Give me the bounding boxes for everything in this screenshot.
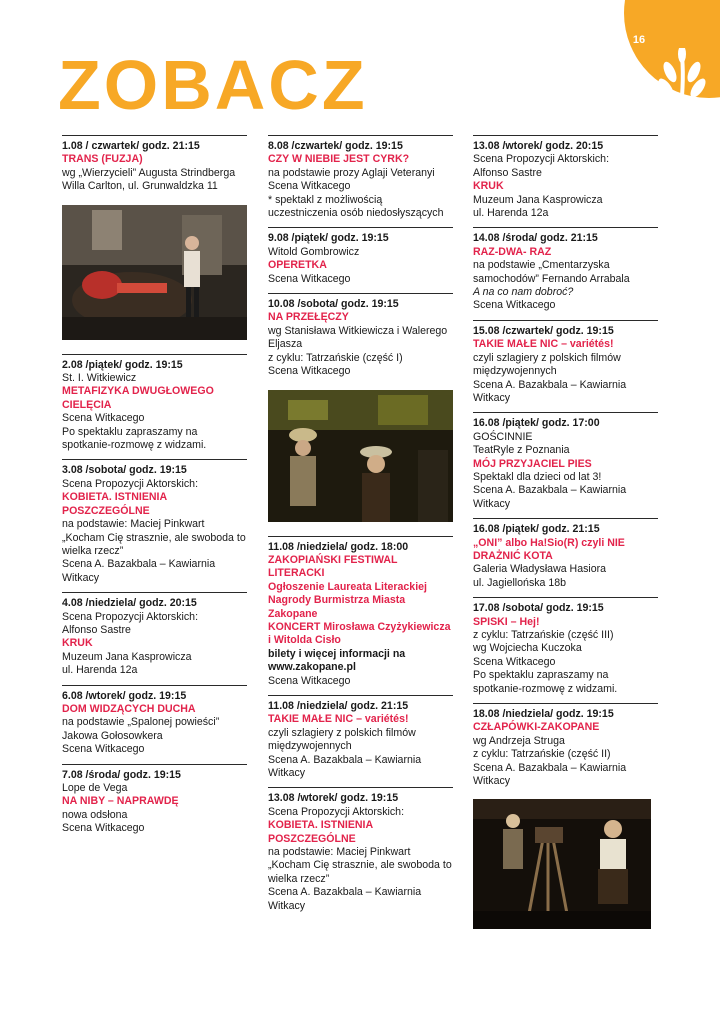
event-date: 18.08 /niedziela/ godz. 19:15 — [473, 708, 614, 721]
event-title: MÓJ PRZYJACIEL PIES — [473, 457, 592, 470]
event-stage: Scena Propozycji Aktorskich: — [62, 477, 199, 490]
event-date: 16.08 /piątek/ godz. 21:15 — [473, 523, 600, 536]
event-title: NA NIBY – NAPRAWDĘ — [62, 795, 179, 808]
event-venue: Scena A. Bazakbala – Kawiarnia Witkacy — [268, 886, 422, 912]
event-venue: Scena Witkacego — [62, 822, 145, 835]
event-title: RAZ-DWA- RAZ — [473, 245, 552, 258]
event-entry — [62, 135, 247, 201]
event-venue: Willa Carlton, ul. Grunwaldzka 11 — [62, 180, 218, 193]
event-venue: Scena A. Bazakbala – Kawiarnia Witkacy — [473, 378, 627, 404]
event-detail: wg „Wierzycieli” Augusta Strindberga — [62, 166, 236, 179]
event-entry — [268, 227, 453, 293]
event-address: ul. Jagiellońska 18b — [473, 576, 567, 589]
event-author: wg Andrzeja Struga — [473, 734, 565, 747]
event-title: CZY W NIEBIE JEST CYRK? — [268, 153, 410, 166]
event-date: 8.08 /czwartek/ godz. 19:15 — [268, 140, 403, 152]
event-entry — [62, 685, 247, 764]
event-entry — [473, 227, 658, 319]
event-date: 13.08 /wtorek/ godz. 20:15 — [473, 140, 604, 152]
event-detail: na podstawie: Maciej Pinkwart „Kocham Cię strasznie, ale swoboda to wielka rzecz” — [268, 846, 452, 885]
event-author: St. I. Witkiewicz — [62, 372, 137, 385]
event-title: „ONI” albo Ha!Sio(R) czyli NIE DRAŻNIĆ KOTA — [473, 536, 625, 562]
event-subtitle: A na co nam dobroć? — [473, 286, 574, 299]
event-entry — [268, 787, 453, 920]
event-address: ul. Harenda 12a — [473, 207, 549, 220]
event-venue: Scena Witkacego — [473, 299, 556, 312]
event-title: NA PRZEŁĘCZY — [268, 311, 349, 324]
event-entry — [473, 320, 658, 412]
event-detail: na podstawie: Maciej Pinkwart „Kocham Cię strasznie, ale swoboda to wielka rzecz” — [62, 518, 246, 557]
event-title: KOBIETA. ISTNIENIA POSZCZEGÓLNE — [62, 491, 167, 517]
event-entry — [268, 293, 453, 385]
event-address: ul. Harenda 12a — [62, 664, 138, 677]
event-title: TAKIE MAŁE NIC – variétés! — [473, 338, 614, 351]
event-note: Po spektaklu zapraszamy na spotkanie-rozmowę z widzami. — [62, 425, 207, 452]
event-detail: nowa odsłona — [62, 808, 128, 821]
event-title: TRANS (FUZJA) — [62, 153, 143, 166]
event-venue: Scena Witkacego — [62, 412, 145, 425]
event-date: 13.08 /wtorek/ godz. 19:15 — [268, 792, 399, 805]
event-detail: na podstawie prozy Aglaji Veteranyi — [268, 166, 435, 179]
event-stage: Scena Propozycji Aktorskich: — [473, 153, 610, 166]
event-venue: Scena A. Bazakbala – Kawiarnia Witkacy — [62, 558, 216, 584]
event-title: TAKIE MAŁE NIC – variétés! — [268, 713, 409, 726]
event-detail: czyli szlagiery z polskich filmów międzywojennych — [473, 351, 621, 378]
event-note: Spektakl dla dzieci od lat 3! — [473, 470, 602, 483]
event-venue: Galeria Władysława Hasiora — [473, 563, 607, 576]
event-note: Po spektaklu zapraszamy na spotkanie-rozmowę z widzami. — [473, 669, 618, 695]
event-date: 11.08 /niedziela/ godz. 18:00 — [268, 540, 409, 553]
event-note: * spektakl z możliwością uczestniczenia osób niedosłyszących — [268, 193, 444, 220]
stage-photo-camera — [473, 799, 658, 929]
event-date: 3.08 /sobota/ godz. 19:15 — [62, 464, 187, 477]
stage-photo-sofa — [62, 205, 247, 340]
event-date: 17.08 /sobota/ godz. 19:15 — [473, 602, 604, 615]
event-cycle: z cyklu: Tatrzańskie (część II) — [473, 748, 611, 761]
schedule-column-3 — [473, 135, 658, 943]
event-guest: GOŚCINNIE — [473, 430, 533, 443]
event-title: ZAKOPIAŃSKI FESTIWAL LITERACKI — [268, 553, 398, 580]
event-entry — [62, 459, 247, 592]
event-date: 14.08 /środa/ godz. 21:15 — [473, 232, 598, 245]
event-date: 4.08 /niedziela/ godz. 20:15 — [62, 597, 197, 610]
event-author: Witold Gombrowicz — [268, 245, 360, 258]
event-venue: Scena A. Bazakbala – Kawiarnia Witkacy — [473, 484, 627, 510]
event-detail: wg Stanisława Witkiewicza i Walerego Eljasza — [268, 324, 448, 351]
event-entry — [268, 135, 453, 227]
event-stage: Scena Propozycji Aktorskich: — [268, 805, 405, 818]
event-stage: Scena Propozycji Aktorskich: — [62, 610, 199, 623]
event-detail: na podstawie „Cmentarzyska samochodów” Fernando Arrabala — [473, 259, 630, 285]
event-venue: Scena Witkacego — [268, 272, 351, 285]
event-entry — [473, 135, 658, 227]
event-title-announcement: Ogłoszenie Laureata Literackiej Nagrody Burmistrza Miasta Zakopane — [268, 580, 427, 620]
event-entry — [473, 703, 658, 795]
event-date: 7.08 /środa/ godz. 19:15 — [62, 768, 181, 781]
event-author: Alfonso Sastre — [473, 166, 542, 179]
event-date: 15.08 /czwartek/ godz. 19:15 — [473, 324, 614, 337]
event-title-concert: KONCERT Mirosława Czyżykiewicza i Witolda Cisło — [268, 620, 451, 647]
event-cycle: z cyklu: Tatrzańskie (część III) — [473, 629, 614, 641]
event-author: wg Wojciecha Kuczoka — [473, 642, 582, 655]
event-venue: Scena A. Bazakbala – Kawiarnia Witkacy — [268, 753, 422, 779]
event-company: TeatRyle z Poznania — [473, 444, 570, 457]
event-venue: Muzeum Jana Kasprowicza — [62, 650, 192, 663]
wheat-icon — [640, 48, 720, 118]
schedule-column-2 — [268, 135, 453, 920]
event-date: 16.08 /piątek/ godz. 17:00 — [473, 417, 600, 430]
event-author: Lope de Vega — [62, 782, 128, 794]
event-venue: Scena Witkacego — [62, 743, 145, 756]
schedule-column-1 — [62, 135, 247, 843]
event-entry — [62, 592, 247, 684]
event-venue: Scena Witkacego — [473, 655, 556, 668]
event-venue: Scena Witkacego — [268, 365, 351, 378]
event-date: 1.08 / czwartek/ godz. 21:15 — [62, 140, 200, 152]
event-title: DOM WIDZĄCYCH DUCHA — [62, 702, 196, 715]
event-venue: Scena Witkacego — [268, 180, 351, 193]
event-detail: na podstawie „Spalonej powieści” Jakowa Gołosowkera — [62, 716, 220, 742]
event-date: 2.08 /piątek/ godz. 19:15 — [62, 358, 183, 371]
event-title: KRUK — [62, 637, 93, 650]
event-date: 10.08 /sobota/ godz. 19:15 — [268, 298, 399, 311]
event-title: KRUK — [473, 180, 504, 193]
event-date: 6.08 /wtorek/ godz. 19:15 — [62, 689, 187, 702]
event-entry — [62, 354, 247, 460]
event-entry — [473, 597, 658, 703]
event-tickets-info: bilety i więcej informacji na www.zakopane.pl — [268, 647, 406, 674]
event-entry — [473, 412, 658, 518]
event-venue: Scena Witkacego — [268, 674, 351, 687]
event-author: Alfonso Sastre — [62, 623, 131, 636]
event-date: 9.08 /piątek/ godz. 19:15 — [268, 232, 389, 245]
page-number: 16 — [632, 34, 646, 46]
event-title: SPISKI – Hej! — [473, 615, 540, 628]
event-title: CZŁAPÓWKI-ZAKOPANE — [473, 721, 600, 734]
event-venue: Scena A. Bazakbala – Kawiarnia Witkacy — [473, 761, 627, 788]
event-title: OPERETKA — [268, 259, 327, 272]
event-title: KOBIETA. ISTNIENIA POSZCZEGÓLNE — [268, 819, 373, 845]
event-title: METAFIZYKA DWUGŁOWEGO CIELĘCIA — [62, 385, 214, 411]
event-venue: Muzeum Jana Kasprowicza — [473, 193, 603, 206]
stage-photo-performers — [268, 390, 453, 522]
event-date: 11.08 /niedziela/ godz. 21:15 — [268, 699, 409, 712]
event-cycle: z cyklu: Tatrzańskie (część I) — [268, 351, 403, 364]
event-entry — [268, 695, 453, 787]
event-detail: czyli szlagiery z polskich filmów międzywojennych — [268, 726, 416, 753]
page-title: ZOBACZ — [58, 46, 368, 124]
event-entry — [268, 536, 453, 695]
event-entry — [62, 764, 247, 843]
event-entry — [473, 518, 658, 597]
